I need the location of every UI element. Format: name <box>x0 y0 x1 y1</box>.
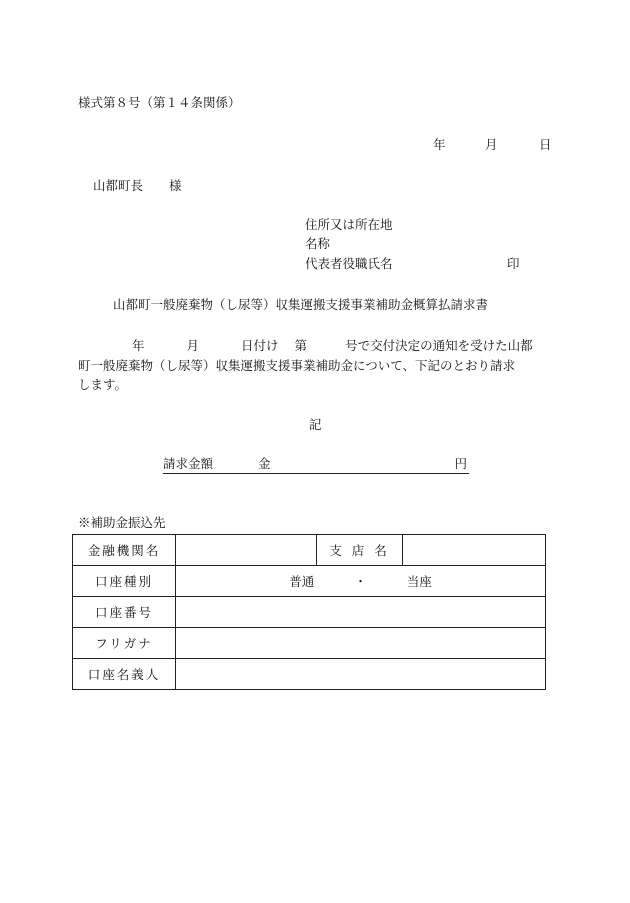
body-number-prefix: 第 <box>294 338 308 353</box>
addressee-honorific: 様 <box>169 178 182 193</box>
applicant-representative-label: 代表者役職氏名 <box>305 256 393 271</box>
body-month: 月 <box>186 338 200 353</box>
seal-mark: 印 <box>507 256 520 271</box>
body-line1-tail: 号で交付決定の通知を受けた山都 <box>345 338 533 353</box>
furigana-label: フリガナ <box>73 628 176 659</box>
body-year: 年 <box>132 338 145 353</box>
institution-label: 金融機関名 <box>73 535 176 566</box>
table-row <box>73 628 546 659</box>
claim-amount-line <box>163 456 469 474</box>
date-month-label: 月 <box>485 137 498 152</box>
account-type-checking[interactable]: 当座 <box>406 574 432 589</box>
claim-kin: 金 <box>258 456 271 471</box>
claim-yen: 円 <box>454 456 467 471</box>
document-title: 山都町一般廃棄物（し尿等）収集運搬支援事業補助金概算払請求書 <box>113 297 489 312</box>
table-row <box>73 597 546 628</box>
body-line3: します。 <box>78 377 128 392</box>
form-number: 様式第８号（第１４条関係） <box>78 95 241 110</box>
branch-value[interactable] <box>403 535 546 566</box>
institution-value[interactable] <box>176 535 317 566</box>
applicant-address-label: 住所又は所在地 <box>305 217 393 232</box>
body-line2: 町一般廃棄物（し尿等）収集運搬支援事業補助金について、下記のとおり請求 <box>78 357 516 373</box>
applicant-name-label: 名称 <box>305 236 331 251</box>
date-year-label: 年 <box>433 137 446 152</box>
table-row <box>73 566 546 597</box>
table-row <box>73 659 546 690</box>
addressee-name: 山都町長 <box>93 178 144 193</box>
addressee <box>93 178 182 194</box>
body-dated: 日付け <box>241 338 279 353</box>
account-type-options[interactable] <box>176 566 546 597</box>
account-number-value[interactable] <box>176 597 546 628</box>
bank-caption: ※補助金振込先 <box>78 515 166 530</box>
account-type-separator: ・ <box>354 574 367 589</box>
branch-label: 支 店 名 <box>317 535 403 566</box>
furigana-value[interactable] <box>176 628 546 659</box>
account-number-label: 口座番号 <box>73 597 176 628</box>
date-day-label: 日 <box>539 137 552 152</box>
ki-heading: 記 <box>309 417 322 432</box>
claim-amount-label: 請求金額 <box>163 456 214 471</box>
account-type-label: 口座種別 <box>73 566 176 597</box>
bank-transfer-table <box>72 534 546 690</box>
request-body-text <box>78 336 552 395</box>
table-row <box>73 535 546 566</box>
account-type-ordinary[interactable]: 普通 <box>289 574 315 589</box>
account-holder-value[interactable] <box>176 659 546 690</box>
account-holder-label: 口座名義人 <box>73 659 176 690</box>
